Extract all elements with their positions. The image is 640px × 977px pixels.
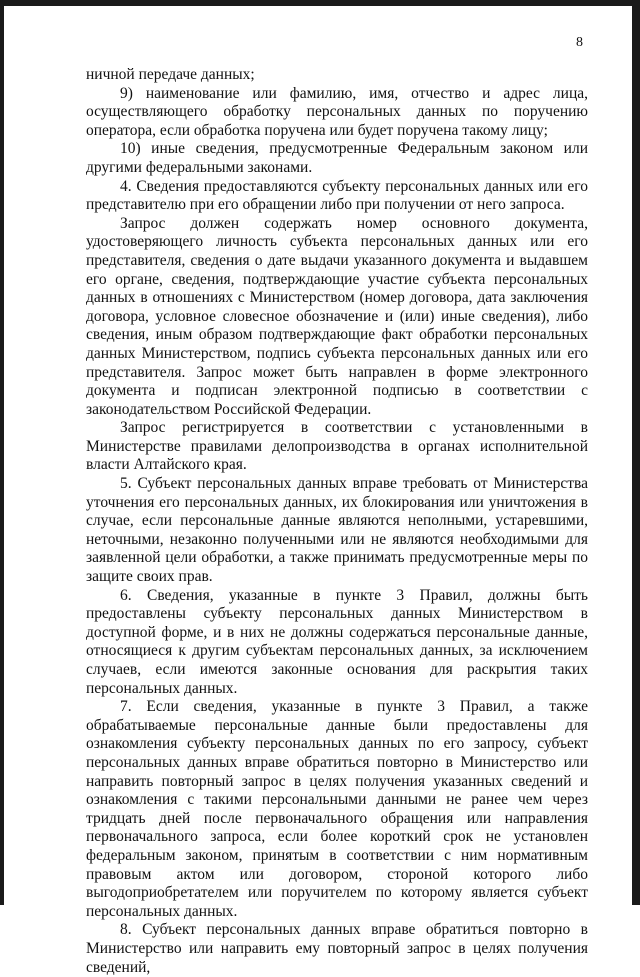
scan-edge-top xyxy=(0,0,640,6)
scan-edge-left xyxy=(0,0,4,905)
paragraph-section-8: 8. Субъект персональных данных вправе обратиться повторно в Министерство или направить ему повторный запрос в целях получения сведений, xyxy=(86,921,588,976)
scan-edge-right xyxy=(632,0,640,905)
paragraph-section-7: 7. Если сведения, указанные в пункте 3 Правил, а также обрабатываемые персональные данные были предоставлены для ознакомления субъекту персональных данных по его запросу, субъект персональных данных вправе обратиться повторно в Министерство или направить повторный запрос в целях получения указанных сведений и ознакомления с такими персональными данными не ранее чем через тридцать дней после первоначального обращения или направления первоначального запроса, если более короткий срок не установлен федеральным законом, принятым в соответствии с ним нормативным правовым актом или договором, стороной которого либо выгодоприобретателем или поручителем по которому является субъект персональных данных. xyxy=(86,698,588,920)
paragraph-section-6: 6. Сведения, указанные в пункте 3 Правил, должны быть предоставлены субъекту персональных данных Министерством в доступной форме, и в них не должны содержаться персональные данные, относящиеся к другим субъектам персональных данных, за исключением случаев, если имеются законные основания для раскрытия таких персональных данных. xyxy=(86,586,588,697)
document-body xyxy=(86,66,588,977)
paragraph-request-content: Запрос должен содержать номер основного документа, удостоверяющего личность субъекта персональных данных или его представителя, сведения о дате выдачи указанного документа и выдавшем его органе, сведения, подтверждающие участие субъекта персональных данных в отношениях с Министерством (номер договора, дата заключения договора, условное словесное обозначение и (или) иные сведения), либо сведения, иным образом подтверждающие факт обработки персональных данных Министерством, подпись субъекта персональных данных или его представителя. Запрос может быть направлен в форме электронного документа и подписан электронной подписью в соответствии с законодательством Российской Федерации. xyxy=(86,214,588,418)
paragraph-request-registration: Запрос регистрируется в соответствии с установленными в Министерстве правилами делопроизводства в органах исполнительной власти Алтайского края. xyxy=(86,419,588,474)
page-number: 8 xyxy=(576,35,583,50)
paragraph-item-9: 9) наименование или фамилию, имя, отчество и адрес лица, осуществляющего обработку персональных данных по поручению оператора, если обработка поручена или будет поручена такому лицу; xyxy=(86,84,588,139)
paragraph-item-10: 10) иные сведения, предусмотренные Федеральным законом или другими федеральными законами. xyxy=(86,140,588,176)
paragraph-section-4: 4. Сведения предоставляются субъекту персональных данных или его представителю при его обращении либо при получении от него запроса. xyxy=(86,177,588,214)
paragraph-section-5: 5. Субъект персональных данных вправе требовать от Министерства уточнения его персональных данных, их блокирования или уничтожения в случае, если персональные данные являются неполными, устаревшими, неточными, незаконно полученными или не являются необходимыми для заявленной цели обработки, а также принимать предусмотренные меры по защите своих прав. xyxy=(86,475,588,586)
paragraph-continuation: ничной передаче данных; xyxy=(86,66,255,83)
